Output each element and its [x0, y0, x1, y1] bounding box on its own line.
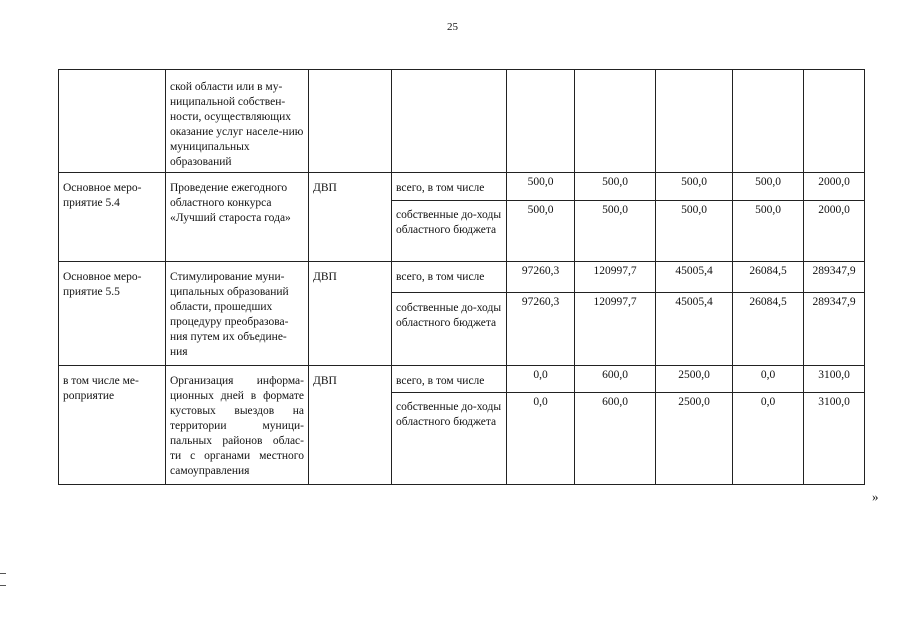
value-cell: 0,0	[733, 366, 804, 393]
description-line: самоуправления	[170, 465, 250, 477]
description-cell: Проведение ежегодного областного конкурса «Лучший староста года»	[166, 173, 309, 262]
page-number: 25	[447, 21, 458, 33]
executor-cell: ДВП	[309, 173, 392, 262]
value-cell: 500,0	[733, 173, 804, 201]
closing-quote: »	[872, 489, 879, 504]
value-cell: 26084,5	[733, 262, 804, 293]
value-cell: 500,0	[733, 201, 804, 262]
measure-cell: Основное меро-приятие 5.5	[59, 262, 166, 366]
value-cell: 600,0	[575, 393, 656, 485]
measure-cell: в том числе ме-роприятие	[59, 366, 166, 485]
description-line: ционных дней в формате	[170, 390, 304, 402]
value-cell: 500,0	[575, 173, 656, 201]
value-cell: 500,0	[656, 173, 733, 201]
value-cell	[656, 70, 733, 173]
value-cell	[804, 70, 865, 173]
budget-table	[58, 69, 865, 485]
value-cell: 120997,7	[575, 293, 656, 366]
value-cell: 2500,0	[656, 366, 733, 393]
margin-mark	[0, 585, 6, 586]
value-cell: 500,0	[507, 201, 575, 262]
table-row	[59, 173, 865, 201]
measure-cell: Основное меро-приятие 5.4	[59, 173, 166, 262]
value-cell: 45005,4	[656, 262, 733, 293]
description-line: ти с органами местного	[170, 450, 304, 462]
executor-cell: ДВП	[309, 262, 392, 366]
description-cell: Стимулирование муни-ципальных образований области, прошедших процедуру преобразова-ния путем их объедине-ния	[166, 262, 309, 366]
description-line: пальных районов облас-	[170, 435, 304, 447]
value-cell: 2000,0	[804, 201, 865, 262]
executor-cell: ДВП	[309, 366, 392, 485]
table-row	[59, 262, 865, 293]
value-cell: 600,0	[575, 366, 656, 393]
value-cell: 2500,0	[656, 393, 733, 485]
source-cell	[392, 70, 507, 173]
description-cell: ской области или в му-ниципальной собствен-ности, осуществляющих оказание услуг населе-нию муниципальных образований	[166, 70, 309, 173]
value-cell	[507, 70, 575, 173]
value-cell: 500,0	[575, 201, 656, 262]
measure-cell	[59, 70, 166, 173]
source-label: собственные до-ходы областного бюджета	[392, 293, 507, 366]
description-line: Организация информа-	[170, 375, 304, 387]
table-body	[59, 70, 865, 485]
margin-mark	[0, 573, 6, 574]
value-cell: 0,0	[507, 393, 575, 485]
value-cell: 289347,9	[804, 293, 865, 366]
value-cell: 97260,3	[507, 293, 575, 366]
source-label: собственные до-ходы областного бюджета	[392, 201, 507, 262]
value-cell: 97260,3	[507, 262, 575, 293]
value-cell: 45005,4	[656, 293, 733, 366]
source-label: всего, в том числе	[392, 173, 507, 201]
value-cell: 500,0	[507, 173, 575, 201]
executor-cell	[309, 70, 392, 173]
table-row	[59, 366, 865, 393]
value-cell	[575, 70, 656, 173]
value-cell	[733, 70, 804, 173]
value-cell: 289347,9	[804, 262, 865, 293]
source-label: всего, в том числе	[392, 262, 507, 293]
description-cell	[166, 366, 309, 485]
value-cell: 2000,0	[804, 173, 865, 201]
value-cell: 120997,7	[575, 262, 656, 293]
source-label: всего, в том числе	[392, 366, 507, 393]
description-line: кустовых выездов на	[170, 405, 304, 417]
description-line: территории муници-	[170, 420, 304, 432]
value-cell: 500,0	[656, 201, 733, 262]
value-cell: 0,0	[733, 393, 804, 485]
value-cell: 3100,0	[804, 366, 865, 393]
value-cell: 26084,5	[733, 293, 804, 366]
value-cell: 3100,0	[804, 393, 865, 485]
table-row-continuation	[59, 70, 865, 173]
value-cell: 0,0	[507, 366, 575, 393]
source-label: собственные до-ходы областного бюджета	[392, 393, 507, 485]
